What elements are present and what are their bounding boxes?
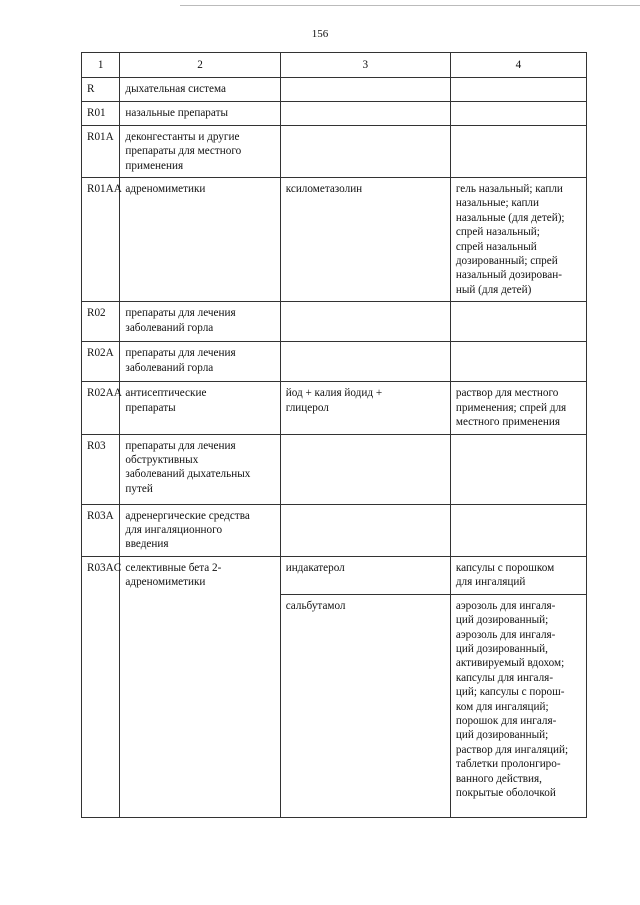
dosage-form-cell [450, 594, 586, 817]
cell-text-line: ций дозированный; [455, 729, 549, 742]
cell-text-line: раствор для ингаляций; [455, 743, 569, 756]
cell-text-line: раствор для местного [455, 387, 559, 400]
cell-text-line: аэрозоль для ингаля- [455, 599, 556, 612]
cell-text-line: заболеваний горла [125, 321, 214, 334]
table-row [82, 78, 587, 101]
cell-text-line: назальный дозирован- [455, 269, 562, 282]
cell-text-line: деконгестанты и другие [125, 130, 240, 143]
dosage-form-cell [450, 178, 586, 302]
table-row [82, 594, 587, 817]
cell-text-line: обструктивных [125, 453, 199, 466]
cell-text-line: ком для ингаляций; [455, 700, 549, 713]
atc-code-cell: R03 [82, 434, 120, 504]
cell-text-line: ксилометазолин [285, 183, 363, 196]
drug-name-cell [280, 101, 450, 125]
drug-classification-table [81, 52, 587, 818]
cell-text-line: дыхательная система [125, 83, 226, 96]
cell-text-line: йод + калия йодид + [285, 387, 383, 400]
cell-text-line: спрей назальный [455, 240, 537, 253]
cell-text-line: применения [125, 159, 184, 172]
atc-code-cell [82, 594, 120, 817]
anatomic-group-cell [120, 504, 280, 556]
table-row [82, 101, 587, 125]
table-row [82, 342, 587, 382]
atc-code-cell: R02 [82, 302, 120, 342]
drug-name-cell [280, 434, 450, 504]
cell-text-line: ций дозированный, [455, 642, 548, 655]
cell-text-line: путей [125, 482, 153, 495]
cell-text-line: препараты для местного [125, 145, 242, 158]
anatomic-group-cell [120, 78, 280, 101]
cell-text-line: для ингаляционного [125, 523, 223, 536]
cell-text-line: спрей назальный; [455, 226, 540, 239]
anatomic-group-cell [120, 101, 280, 125]
cell-text-line: дозированный; спрей [455, 255, 558, 268]
cell-text-line: назальные; капли [455, 197, 539, 210]
cell-text-line: назальные препараты [125, 106, 228, 119]
atc-code-cell: R02A [82, 342, 120, 382]
cell-text-line: глицерол [285, 401, 329, 414]
dosage-form-cell [450, 78, 586, 101]
header-cell: 4 [450, 53, 586, 78]
cell-text-line: ций дозированный; [455, 614, 549, 627]
scan-top-edge-line [180, 5, 640, 6]
header-cell: 3 [280, 53, 450, 78]
cell-text-line: гель назальный; капли [455, 183, 563, 196]
dosage-form-cell [450, 382, 586, 434]
cell-text-line: препараты для лечения [125, 307, 236, 320]
cell-text-line: применения; спрей для [455, 401, 567, 414]
cell-text-line: ванного действия, [455, 772, 542, 785]
dosage-form-cell [450, 342, 586, 382]
cell-text-line: капсулы для ингаля- [455, 671, 554, 684]
table-row [82, 556, 587, 594]
atc-code-cell: R [82, 78, 120, 101]
anatomic-group-cell [120, 178, 280, 302]
dosage-form-cell [450, 434, 586, 504]
dosage-form-cell [450, 125, 586, 177]
cell-text-line: препараты для лечения [125, 439, 236, 452]
drug-name-cell [280, 125, 450, 177]
cell-text-line: активируемый вдохом; [455, 657, 565, 670]
cell-text-line: препараты [125, 401, 176, 414]
drug-name-cell [280, 556, 450, 594]
cell-text-line: заболеваний дыхательных [125, 468, 251, 481]
atc-code-cell: R01AA [82, 178, 120, 302]
drug-name-cell [280, 178, 450, 302]
dosage-form-cell [450, 504, 586, 556]
cell-text-line: введения [125, 538, 169, 551]
cell-text-line: таблетки пролонгиро- [455, 758, 561, 771]
atc-code-cell: R01A [82, 125, 120, 177]
cell-text-line: адренергические средства [125, 509, 250, 522]
cell-text-line: порошок для ингаля- [455, 714, 557, 727]
cell-text-line: селективные бета 2- [125, 561, 222, 574]
cell-text-line: сальбутамол [285, 599, 346, 612]
cell-text-line: местного применения [455, 416, 561, 429]
cell-text-line: препараты для лечения [125, 347, 236, 360]
cell-text-line: адреномиметики [125, 576, 206, 589]
cell-text-line: покрытые оболочкой [455, 787, 556, 799]
cell-text-line: аэрозоль для ингаля- [455, 628, 556, 641]
cell-text-line: индакатерол [285, 561, 345, 574]
drug-name-cell [280, 504, 450, 556]
anatomic-group-cell [120, 594, 280, 817]
cell-text-line: для ингаляций [455, 576, 526, 589]
drug-name-cell [280, 594, 450, 817]
anatomic-group-cell [120, 125, 280, 177]
drug-name-cell [280, 78, 450, 101]
anatomic-group-cell [120, 302, 280, 342]
drug-name-cell [280, 342, 450, 382]
header-cell: 2 [120, 53, 280, 78]
anatomic-group-cell [120, 434, 280, 504]
table-row [82, 302, 587, 342]
cell-text-line: капсулы с порошком [455, 561, 555, 574]
cell-text-line: антисептические [125, 387, 207, 400]
drug-name-cell [280, 382, 450, 434]
page-number: 156 [311, 28, 329, 40]
anatomic-group-cell [120, 342, 280, 382]
cell-text-line: ций; капсулы с порош- [455, 686, 565, 699]
table-row [82, 382, 587, 434]
cell-text-line: заболеваний горла [125, 361, 214, 374]
cell-text-line: адреномиметики [125, 183, 206, 196]
atc-code-cell: R01 [82, 101, 120, 125]
header-cell: 1 [82, 53, 120, 78]
anatomic-group-cell [120, 556, 280, 594]
table-row [82, 434, 587, 504]
cell-text-line: назальные (для детей); [455, 211, 565, 224]
dosage-form-cell [450, 101, 586, 125]
table-row [82, 178, 587, 302]
cell-text-line: ный (для детей) [455, 283, 532, 296]
dosage-form-cell [450, 556, 586, 594]
table-row [82, 125, 587, 177]
atc-code-cell: R03AC [82, 556, 120, 594]
atc-code-cell: R03A [82, 504, 120, 556]
anatomic-group-cell [120, 382, 280, 434]
atc-code-cell: R02AA [82, 382, 120, 434]
drug-name-cell [280, 302, 450, 342]
dosage-form-cell [450, 302, 586, 342]
table-header-row [82, 53, 587, 78]
table-row [82, 504, 587, 556]
